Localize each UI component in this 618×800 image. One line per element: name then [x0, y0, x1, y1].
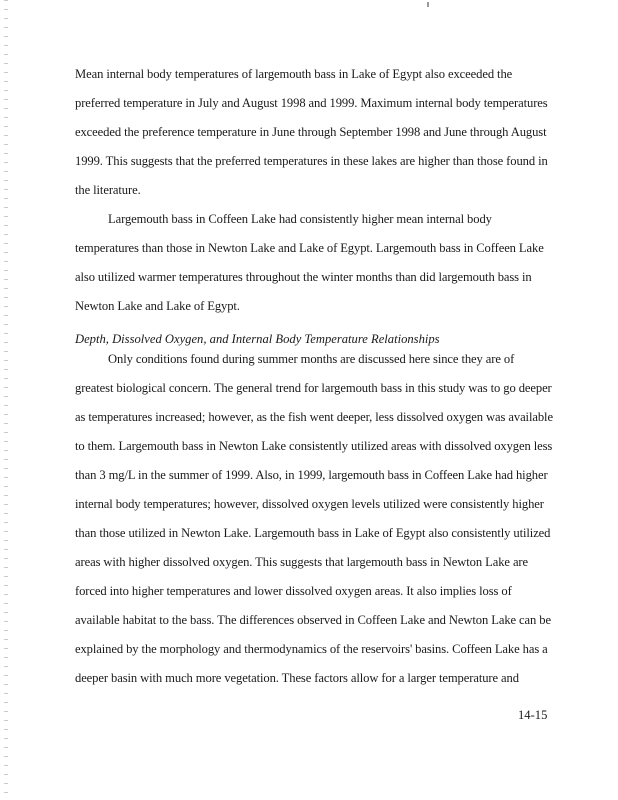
paragraph-3-line-7: than those utilized in Newton Lake. Largemouth bass in Lake of Egypt also consistently utilized [75, 526, 551, 540]
paragraph-3-line-6: internal body temperatures; however, dissolved oxygen levels utilized were consistently higher [75, 497, 544, 511]
paragraph-3-line-12: deeper basin with much more vegetation. These factors allow for a larger temperature and [75, 671, 519, 685]
paragraph-3-line-2: greatest biological concern. The general trend for largemouth bass in this study was to go deeper [75, 381, 552, 395]
paragraph-3-line-10: available habitat to the bass. The differences observed in Coffeen Lake and Newton Lake can be [75, 613, 551, 627]
paragraph-3-line-8: areas with higher dissolved oxygen. This suggests that largemouth bass in Newton Lake are [75, 555, 529, 569]
paragraph-3-line-11: explained by the morphology and thermodynamics of the reservoirs' basins. Coffeen Lake has a [75, 642, 548, 656]
paragraph-3-line-9: forced into higher temperatures and lower dissolved oxygen areas. It also implies loss of [75, 584, 512, 598]
paragraph-3-line-1: Only conditions found during summer months are discussed here since they are of [108, 352, 515, 366]
scan-speck [427, 2, 429, 7]
paragraph-1-line-2: preferred temperature in July and August 1998 and 1999. Maximum internal body temperatures [75, 96, 548, 110]
scan-edge-artifact [4, 0, 8, 800]
paragraph-2-line-1: Largemouth bass in Coffeen Lake had consistently higher mean internal body [108, 212, 492, 226]
paragraph-1-line-3: exceeded the preference temperature in June through September 1998 and June through August [75, 125, 547, 139]
paragraph-2-line-3: also utilized warmer temperatures throughout the winter months than did largemouth bass in [75, 270, 532, 284]
paragraph-3-line-3: as temperatures increased; however, as the fish went deeper, less dissolved oxygen was available [75, 410, 553, 424]
page-number: 14-15 [518, 708, 548, 722]
paragraph-1-line-1: Mean internal body temperatures of largemouth bass in Lake of Egypt also exceeded the [75, 67, 513, 81]
paragraph-1-line-4: 1999. This suggests that the preferred temperatures in these lakes are higher than those found in [75, 154, 548, 168]
paragraph-3-line-4: to them. Largemouth bass in Newton Lake consistently utilized areas with dissolved oxygen less [75, 439, 553, 453]
paragraph-1-line-5: the literature. [75, 183, 141, 197]
paragraph-2-line-4: Newton Lake and Lake of Egypt. [75, 299, 240, 313]
paragraph-3-line-5: than 3 mg/L in the summer of 1999. Also, in 1999, largemouth bass in Coffeen Lake had higher [75, 468, 548, 482]
paragraph-2-line-2: temperatures than those in Newton Lake and Lake of Egypt. Largemouth bass in Coffeen Lake [75, 241, 544, 255]
section-heading: Depth, Dissolved Oxygen, and Internal Body Temperature Relationships [75, 332, 440, 346]
